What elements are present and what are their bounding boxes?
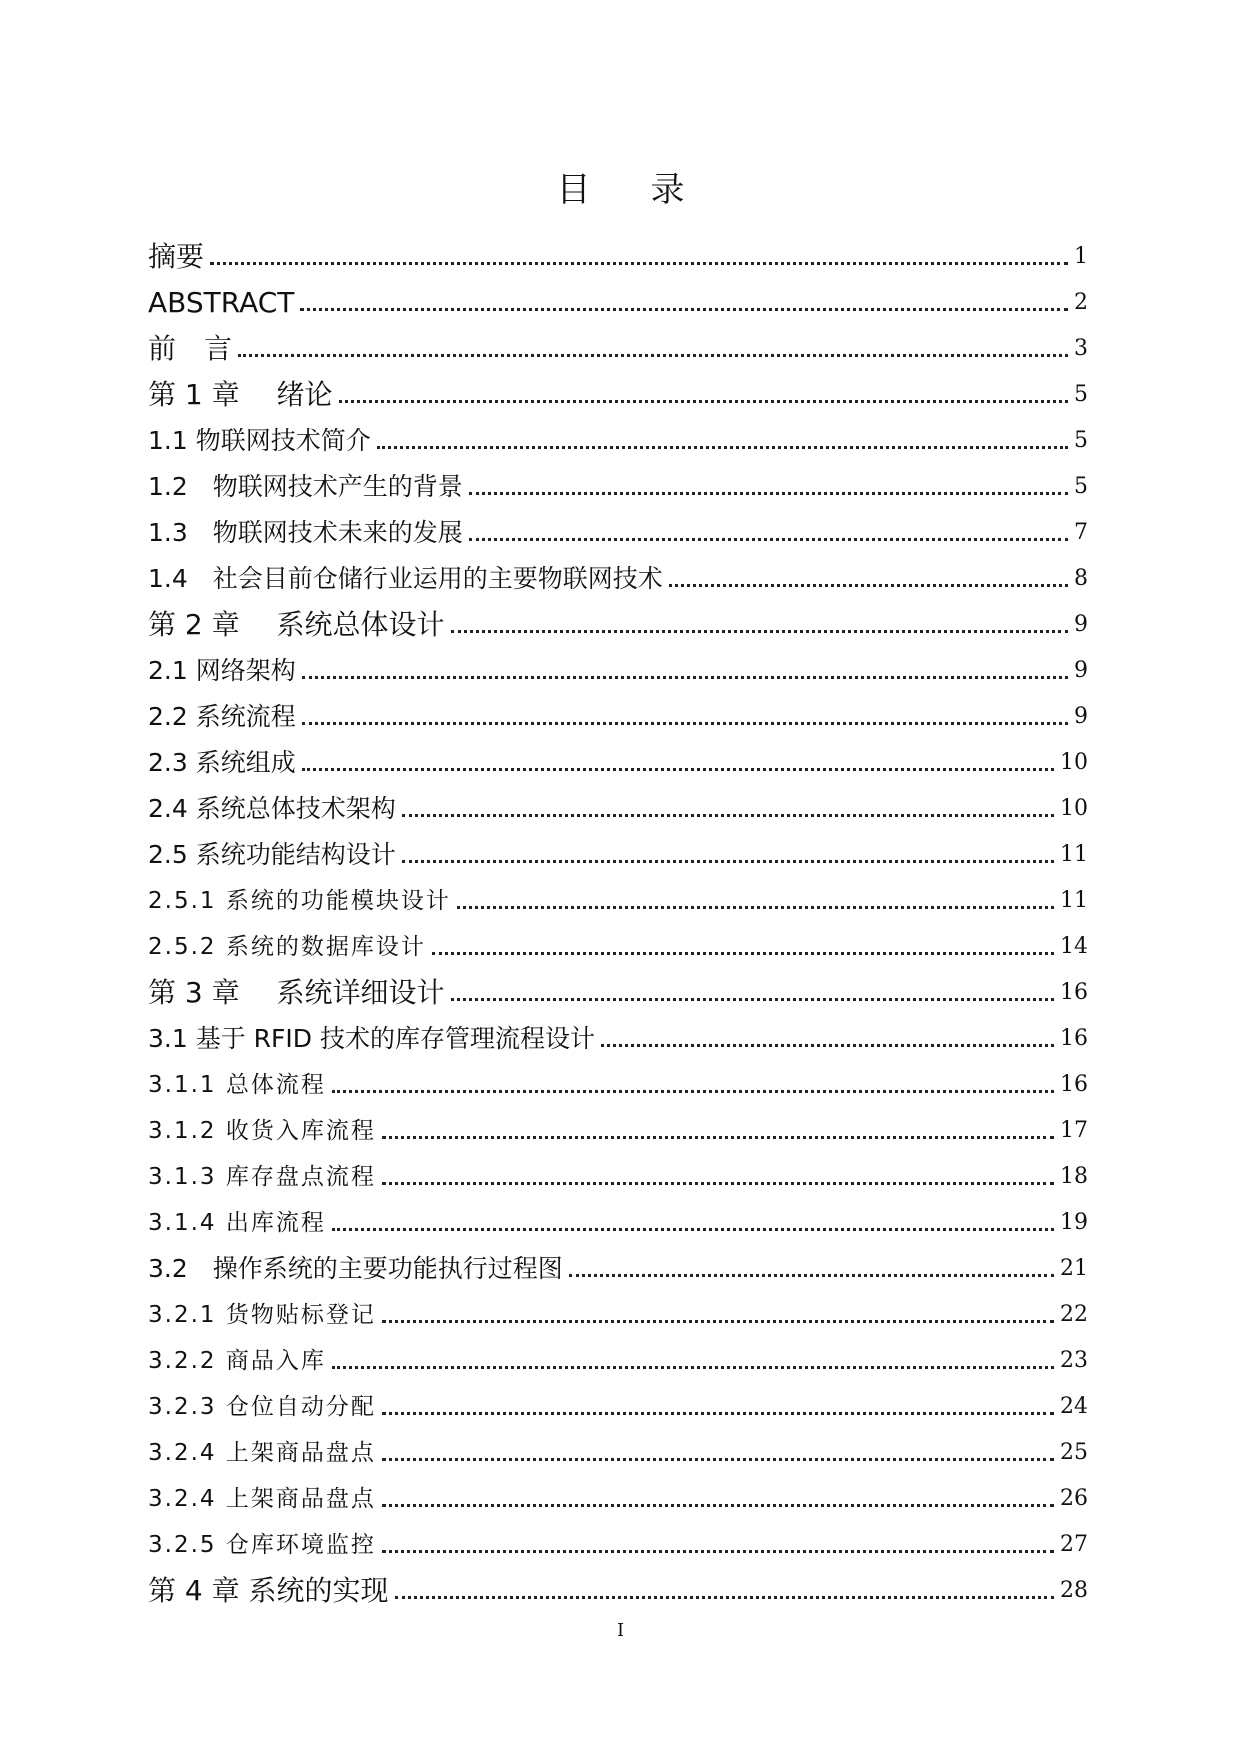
toc-entry[interactable]: [148, 734, 1088, 780]
page-number: I: [616, 1620, 625, 1641]
dot-leader: [382, 1182, 1054, 1185]
toc-entry-page-number: 19: [1060, 1210, 1088, 1235]
dot-leader: [382, 1550, 1054, 1553]
dot-leader: [469, 538, 1068, 541]
dot-leader: [332, 1228, 1054, 1231]
dot-leader: [382, 1136, 1054, 1139]
toc-entry-page-number: 5: [1074, 428, 1088, 453]
toc-entry-page-number: 16: [1060, 1072, 1088, 1097]
toc-entry-label: 第 3 章 系统详细设计: [148, 976, 445, 1009]
toc-title: 目录: [556, 170, 745, 210]
toc-entry-label: 1.3 物联网技术未来的发展: [148, 518, 463, 547]
toc-entry-label: 第 1 章 绪论: [148, 378, 333, 411]
dot-leader: [332, 1366, 1054, 1369]
toc-entry[interactable]: [148, 780, 1088, 826]
toc-entry[interactable]: [148, 1056, 1088, 1102]
toc-entry[interactable]: [148, 1378, 1088, 1424]
dot-leader: [402, 814, 1054, 817]
toc-entry-page-number: 11: [1060, 842, 1088, 867]
toc-entry-page-number: 5: [1074, 474, 1088, 499]
toc-entry-page-number: 9: [1074, 704, 1088, 729]
toc-entry-label: 3.2 操作系统的主要功能执行过程图: [148, 1254, 563, 1283]
toc-entry[interactable]: [148, 1516, 1088, 1562]
toc-entry-label: 3.2.1 货物贴标登记: [148, 1302, 376, 1328]
dot-leader: [302, 676, 1068, 679]
toc-entry-page-number: 5: [1074, 382, 1088, 407]
toc-entry-label: 3.2.4 上架商品盘点: [148, 1486, 376, 1512]
dot-leader: [382, 1320, 1054, 1323]
toc-entry-page-number: 1: [1074, 244, 1088, 269]
toc-entry-page-number: 21: [1060, 1256, 1088, 1281]
toc-entry-page-number: 3: [1074, 336, 1088, 361]
toc-entry-page-number: 9: [1074, 658, 1088, 683]
dot-leader: [332, 1090, 1054, 1093]
toc-entry[interactable]: [148, 504, 1088, 550]
toc-entry-label: 前 言: [148, 332, 233, 365]
toc-entry-label: ABSTRACT: [148, 286, 295, 319]
toc-entry-label: 2.5.2 系统的数据库设计: [148, 934, 426, 960]
toc-entry-label: 2.2 系统流程: [148, 702, 296, 731]
toc-entry[interactable]: [148, 550, 1088, 596]
toc-entry[interactable]: [148, 1562, 1088, 1608]
toc-entry-label: 3.1.4 出库流程: [148, 1210, 326, 1236]
toc-entry-label: 2.5.1 系统的功能模块设计: [148, 888, 451, 914]
dot-leader: [382, 1412, 1054, 1415]
toc-entry-label: 2.1 网络架构: [148, 656, 296, 685]
toc-entry-label: 1.2 物联网技术产生的背景: [148, 472, 463, 501]
toc-entry[interactable]: [148, 228, 1088, 274]
toc-entry-page-number: 16: [1060, 980, 1088, 1005]
toc-entry-page-number: 26: [1060, 1486, 1088, 1511]
toc-entry-label: 3.2.5 仓库环境监控: [148, 1532, 376, 1558]
toc-entry-page-number: 7: [1074, 520, 1088, 545]
dot-leader: [402, 860, 1054, 863]
toc-entry[interactable]: [148, 458, 1088, 504]
toc-entry-page-number: 23: [1060, 1348, 1088, 1373]
dot-leader: [382, 1504, 1054, 1507]
toc-entry-page-number: 22: [1060, 1302, 1088, 1327]
toc-entry-label: 2.4 系统总体技术架构: [148, 794, 396, 823]
toc-entry[interactable]: [148, 366, 1088, 412]
dot-leader: [300, 308, 1068, 311]
dot-leader: [669, 584, 1068, 587]
toc-entry-page-number: 17: [1060, 1118, 1088, 1143]
dot-leader: [210, 262, 1068, 265]
toc-entry[interactable]: [148, 642, 1088, 688]
dot-leader: [451, 630, 1068, 633]
toc-entry[interactable]: [148, 1194, 1088, 1240]
toc-entry-label: 3.1.3 库存盘点流程: [148, 1164, 376, 1190]
toc-entry-label: 3.1.2 收货入库流程: [148, 1118, 376, 1144]
toc-entry[interactable]: [148, 1102, 1088, 1148]
dot-leader: [457, 906, 1054, 909]
toc-entry-page-number: 8: [1074, 566, 1088, 591]
toc-entry-label: 3.2.4 上架商品盘点: [148, 1440, 376, 1466]
toc-entry-page-number: 11: [1060, 888, 1088, 913]
toc-entry-page-number: 2: [1074, 290, 1088, 315]
toc-entry[interactable]: [148, 918, 1088, 964]
toc-entry[interactable]: [148, 320, 1088, 366]
toc-entry-page-number: 25: [1060, 1440, 1088, 1465]
dot-leader: [451, 998, 1054, 1001]
dot-leader: [395, 1596, 1054, 1599]
toc-entry[interactable]: [148, 688, 1088, 734]
toc-entry-label: 1.1 物联网技术简介: [148, 426, 371, 455]
toc-entry-page-number: 24: [1060, 1394, 1088, 1419]
toc-entry-page-number: 27: [1060, 1532, 1088, 1557]
toc-entry-label: 2.5 系统功能结构设计: [148, 840, 396, 869]
dot-leader: [302, 722, 1068, 725]
toc-entry-label: 3.1 基于 RFID 技术的库存管理流程设计: [148, 1024, 595, 1053]
dot-leader: [382, 1458, 1054, 1461]
toc-entry-label: 1.4 社会目前仓储行业运用的主要物联网技术: [148, 564, 663, 593]
toc-entry[interactable]: [148, 274, 1088, 320]
toc-entry-label: 3.2.2 商品入库: [148, 1348, 326, 1374]
dot-leader: [339, 400, 1068, 403]
dot-leader: [569, 1274, 1054, 1277]
toc-entry[interactable]: [148, 1148, 1088, 1194]
toc-entry[interactable]: [148, 596, 1088, 642]
dot-leader: [302, 768, 1054, 771]
toc-entry-label: 2.3 系统组成: [148, 748, 296, 777]
toc-entry-label: 3.2.3 仓位自动分配: [148, 1394, 376, 1420]
toc-entry[interactable]: [148, 1010, 1088, 1056]
dot-leader: [377, 446, 1068, 449]
toc-entry-label: 第 2 章 系统总体设计: [148, 608, 445, 641]
toc-entry[interactable]: [148, 1424, 1088, 1470]
table-of-contents: [148, 228, 1088, 1608]
toc-entry-page-number: 14: [1060, 934, 1088, 959]
toc-entry[interactable]: [148, 1470, 1088, 1516]
dot-leader: [238, 354, 1068, 357]
toc-entry[interactable]: [148, 872, 1088, 918]
toc-entry[interactable]: [148, 1332, 1088, 1378]
toc-entry-label: 摘要: [148, 240, 205, 273]
dot-leader: [469, 492, 1068, 495]
toc-entry-page-number: 9: [1074, 612, 1088, 637]
toc-entry-label: 第 4 章 系统的实现: [148, 1574, 389, 1607]
toc-entry-page-number: 18: [1060, 1164, 1088, 1189]
toc-entry-page-number: 28: [1060, 1578, 1088, 1603]
toc-entry-page-number: 10: [1060, 750, 1088, 775]
toc-entry[interactable]: [148, 1286, 1088, 1332]
toc-entry[interactable]: [148, 1240, 1088, 1286]
toc-entry[interactable]: [148, 964, 1088, 1010]
dot-leader: [432, 952, 1054, 955]
toc-entry-label: 3.1.1 总体流程: [148, 1072, 326, 1098]
toc-entry[interactable]: [148, 826, 1088, 872]
dot-leader: [601, 1044, 1054, 1047]
toc-entry-page-number: 10: [1060, 796, 1088, 821]
toc-entry[interactable]: [148, 412, 1088, 458]
toc-entry-page-number: 16: [1060, 1026, 1088, 1051]
